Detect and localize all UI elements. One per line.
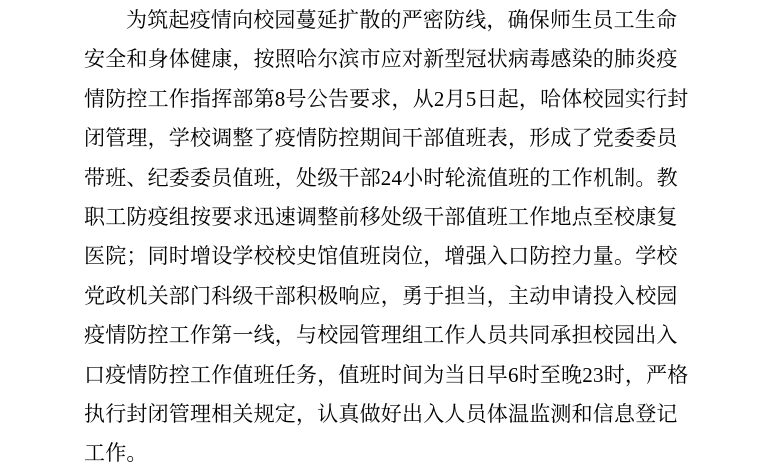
text-line: 党政机关部门科级干部积极响应，勇于担当，主动申请投入校园 (84, 283, 678, 308)
text-line: 安全和身体健康，按照哈尔滨市应对新型冠状病毒感染的肺炎疫 (84, 47, 678, 72)
text-line: 执行封闭管理相关规定，认真做好出入人员体温监测和信息登记 (84, 401, 678, 426)
paragraph (84, 1, 689, 470)
text-line: 疫情防控工作第一线，与校园管理组工作人员共同承担校园出入 (84, 323, 678, 348)
text-line: 职工防疫组按要求迅速调整前移处级干部值班工作地点至校康复 (84, 204, 678, 229)
text-line: 闭管理，学校调整了疫情防控期间干部值班表，形成了党委委员 (84, 126, 678, 151)
text-line: 医院；同时增设学校校史馆值班岗位，增强入口防控力量。学校 (84, 244, 678, 269)
text-line: 为筑起疫情向校园蔓延扩散的严密防线，确保师生员工生命 (126, 8, 678, 32)
text-line: 带班、纪委委员值班，处级干部24小时轮流值班的工作机制。教 (84, 165, 678, 190)
text-line: 情防控工作指挥部第8号公告要求，从2月5日起，哈体校园实行封 (84, 86, 689, 111)
text-line: 工作。 (84, 441, 148, 466)
text-line: 口疫情防控工作值班任务，值班时间为当日早6时至晚23时，严格 (84, 362, 689, 387)
